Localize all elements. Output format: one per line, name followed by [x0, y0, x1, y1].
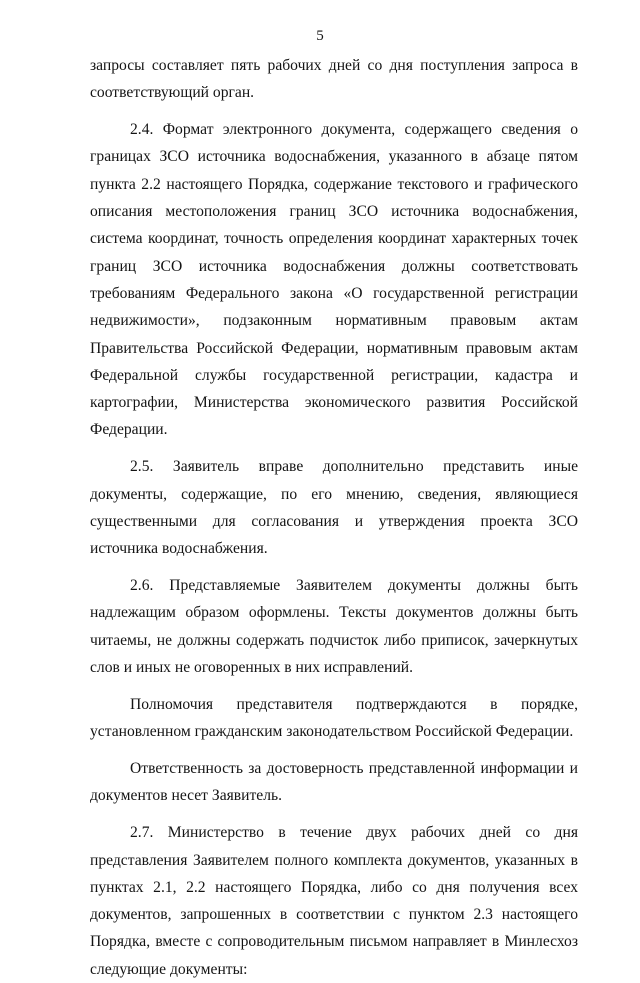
page-number: 5 — [316, 28, 324, 44]
paragraph-authority: Полномочия представителя подтверждаются в порядке, установленном гражданским законодательством Российской Федерации. — [90, 695, 578, 741]
paragraph-continuation: запросы составляет пять рабочих дней со дня поступления запроса в соответствующий орган. — [90, 57, 578, 102]
paragraph-2-7: 2.7. Министерство в течение двух рабочих дней со дня представления Заявителем полного комплекта документов, указанных в пунктах 2.1, 2.2 настоящего Порядка, либо со дня получения всех документов, запрошенных в соответствии с пунктом 2.3 настоящего Порядка, вместе с сопроводительным письмом направляет в Минлесхоз следующие документы: — [90, 824, 578, 978]
paragraph-responsibility: Ответственность за достоверность представленной информации и документов несет Заявитель. — [90, 760, 578, 805]
paragraph-2-5: 2.5. Заявитель вправе дополнительно представить иные документы, содержащие, по его мнению, сведения, являющиеся существенными для согласования и утверждения проекта ЗСО источника водоснабжения. — [90, 458, 578, 558]
paragraph-2-6: 2.6. Представляемые Заявителем документы должны быть надлежащим образом оформлены. Тексты документов должны быть читаемы, не должны содержать подчисток либо приписок, зачеркнутых слов и иных не оговоренных в них исправлений. — [90, 577, 578, 677]
document-body — [90, 52, 578, 983]
paragraph-2-4: 2.4. Формат электронного документа, содержащего сведения о границах ЗСО источника водоснабжения, указанного в абзаце пятом пункта 2.2 настоящего Порядка, содержание текстового и графического описания местоположения границ ЗСО источника водоснабжения, система координат, точность определения координат характерных точек границ ЗСО источника водоснабжения должны соответствовать требованиям Федерального закона «О государственной регистрации недвижимости», подзаконным нормативным правовым актам Правительства Российской Федерации, нормативным правовым актам Федеральной службы государственной регистрации, кадастра и картографии, Министерства экономического развития Российской Федерации. — [90, 121, 578, 439]
